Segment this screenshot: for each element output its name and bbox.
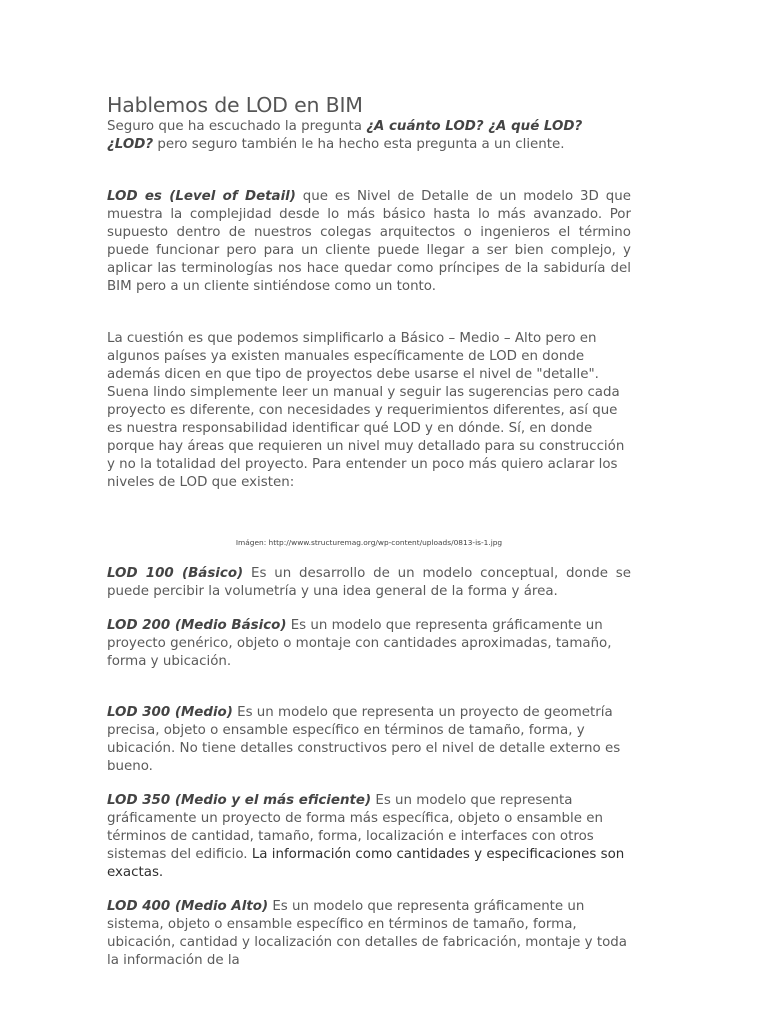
lod-100-paragraph [107, 565, 631, 601]
lod-350-term: LOD 350 (Medio y el más eficiente) [107, 793, 372, 808]
lod-350-text: Es un modelo que representa gráficamente un proyecto de forma más específica, objeto o ensamble en términos de cantidad, tamaño, forma, localización e interfaces con otros sistemas del edificio. [107, 793, 603, 862]
lod-100-term: LOD 100 (Básico) [107, 566, 244, 581]
lod-300-text: Es un modelo que representa un proyecto de geometría precisa, objeto o ensamble específico en términos de tamaño, forma, y ubicación. No tiene detalles constructivos pero el nivel de detalle externo es bueno. [107, 705, 621, 774]
lod-350-extra-text: La información como cantidades y especificaciones son exactas. [107, 847, 625, 880]
lod-400-term: LOD 400 (Medio Alto) [107, 899, 269, 914]
image-caption: Imágen: http://www.structuremag.org/wp-content/uploads/0813-is-1.jpg [235, 538, 503, 547]
lod-350-paragraph [107, 792, 631, 882]
lod-200-term: LOD 200 (Medio Básico) [107, 618, 287, 633]
lod-400-paragraph [107, 898, 631, 970]
lod-definition-text: que es Nivel de Detalle de un modelo 3D que muestra la complejidad desde lo más básico hasta lo más avanzado. Por supuesto dentro de nuestros colegas arquitectos o ingenieros el término puede funcionar pero para un cliente puede llegar a ser bien complejo, y aplicar las terminologías nos hace quedar como príncipes de la sabiduría del BIM pero a un cliente sintiéndose como un tonto. [107, 189, 631, 294]
intro-paragraph [107, 118, 631, 154]
document-title: Hablemos de LOD en BIM [107, 93, 363, 117]
lod-200-paragraph [107, 617, 631, 671]
lod-300-paragraph [107, 704, 631, 776]
intro-text-end: pero seguro también le ha hecho esta pregunta a un cliente. [153, 137, 565, 152]
lod-200-text: Es un modelo que representa gráficamente un proyecto genérico, objeto o montaje con cantidades aproximadas, tamaño, forma y ubicación. [107, 618, 612, 669]
document-page [107, 92, 631, 970]
intro-text-start: Seguro que ha escuchado la pregunta [107, 119, 367, 134]
lod-100-text: Es un desarrollo de un modelo conceptual, donde se puede percibir la volumetría y una idea general de la forma y área. [107, 566, 631, 599]
question-paragraph: La cuestión es que podemos simplificarlo a Básico – Medio – Alto pero en algunos países ya existen manuales específicamente de LOD en donde además dicen en que tipo de proyectos debe usarse el nivel de "detalle". Suena lindo simplemente leer un manual y seguir las sugerencias pero cada proyecto es diferente, con necesidades y requerimientos diferentes, así que es nuestra responsabilidad identificar qué LOD y en dónde. Sí, en donde porque hay áreas que requieren un nivel muy detallado para su construcción y no la totalidad del proyecto. Para entender un poco más quiero aclarar los niveles de LOD que existen: [107, 331, 625, 490]
lod-400-text: Es un modelo que representa gráficamente un sistema, objeto o ensamble específico en términos de tamaño, forma, ubicación, cantidad y localización con detalles de fabricación, montaje y toda la información de la [107, 899, 628, 968]
lod-definition-paragraph [107, 188, 631, 296]
lod-300-term: LOD 300 (Medio) [107, 705, 233, 720]
intro-questions: ¿A cuánto LOD? ¿A qué LOD? ¿LOD? [107, 119, 583, 152]
lod-definition-term: LOD es (Level of Detail) [107, 189, 296, 204]
